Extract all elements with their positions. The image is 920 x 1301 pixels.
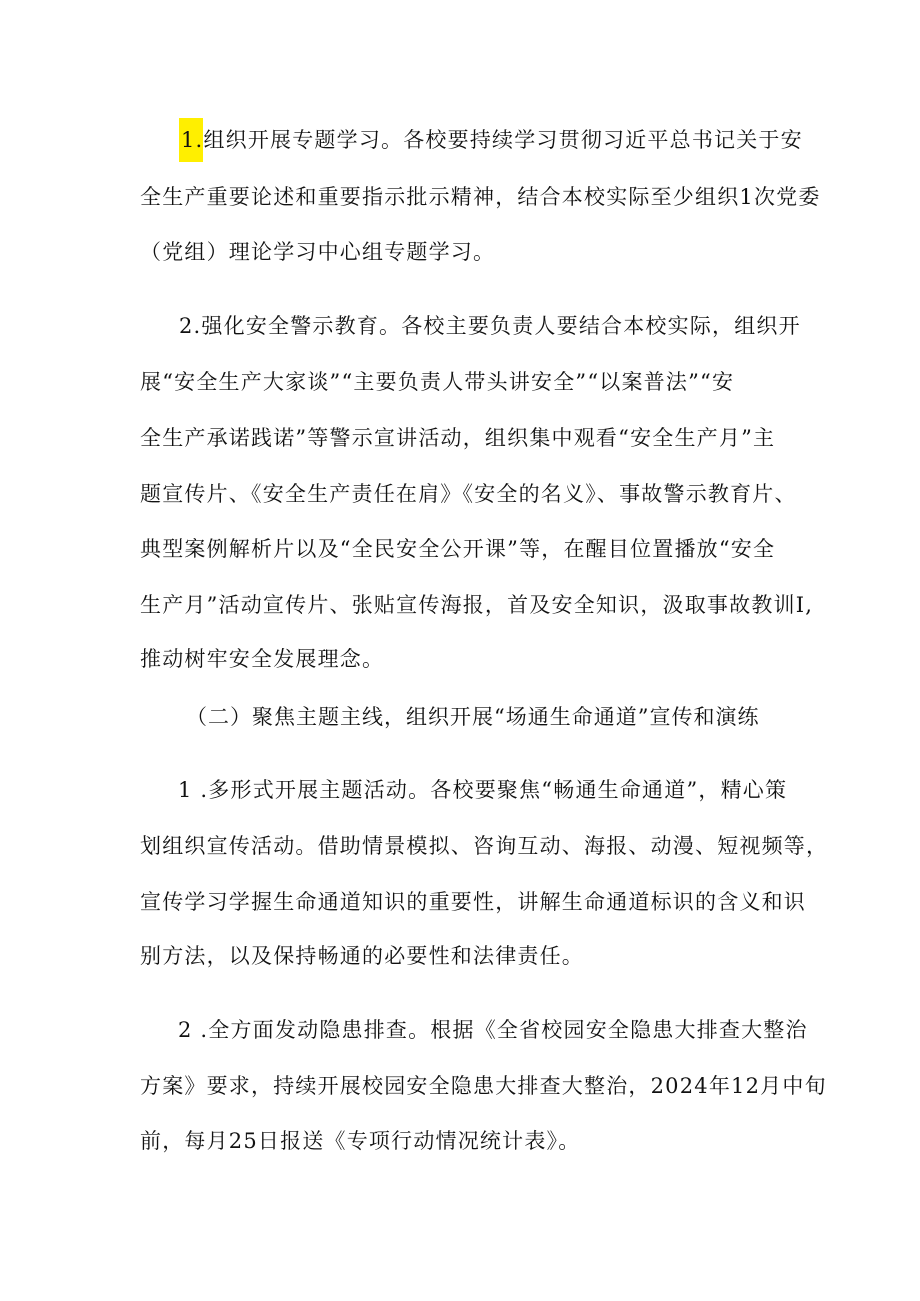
paragraph-4-line-3: 前，每月25日报送《专项行动情况统计表》。 bbox=[140, 1129, 581, 1153]
paragraph-2-line-3: 全生产承诺践诺”等警示宣讲活动，组织集中观看“安全生产月”主 bbox=[140, 426, 776, 450]
paragraph-1-line-1 bbox=[181, 125, 803, 155]
paragraph-2-line-1: 2.强化安全警示教育。各校主要负责人要结合本校实际，组织开 bbox=[179, 314, 801, 338]
paragraph-3-line-3: 宣传学习学握生命通道知识的重要性，讲解生命通道标识的含义和识 bbox=[140, 890, 806, 914]
paragraph-1-marker: 1. bbox=[179, 118, 203, 162]
paragraph-4-line-2: 方案》要求，持续开展校园安全隐患大排查大整治，2024年12月中旬 bbox=[140, 1074, 827, 1098]
paragraph-1-line-2: 全生产重要论述和重要指示批示精神，结合本校实际至少组织1次党委 bbox=[140, 185, 821, 209]
paragraph-2-line-4: 题宣传片、《安全生产责任在肩》《安全的名义》、事故警示教育片、 bbox=[140, 482, 797, 506]
paragraph-1-text: 组织开展专题学习。各校要持续学习贯彻习近平总书记关于安 bbox=[203, 128, 803, 152]
paragraph-3-line-2: 划组织宣传活动。借助情景模拟、咨询互动、海报、动漫、短视频等， bbox=[140, 834, 829, 858]
section-heading: （二）聚焦主题主线，组织开展“场通生命通道”宣传和演练 bbox=[186, 705, 760, 729]
paragraph-2-line-2: 展“安全生产大家谈”“主要负责人带头讲安全”“以案普法”“安 bbox=[140, 370, 735, 394]
paragraph-2-line-6: 生产月”活动宣传片、张贴宣传海报，首及安全知识，汲取事故教训I, bbox=[140, 593, 814, 617]
paragraph-3-line-4: 别方法，以及保持畅通的必要性和法律责任。 bbox=[140, 944, 584, 968]
paragraph-2-line-7: 推动树牢安全发展理念。 bbox=[140, 647, 385, 671]
paragraph-2-line-5: 典型案例解析片以及“全民安全公开课”等，在醒目位置播放“安全 bbox=[140, 537, 776, 561]
paragraph-1-line-3: （党组）理论学习中心组专题学习。 bbox=[140, 240, 496, 264]
paragraph-3-line-1: 1 .多形式开展主题活动。各校要聚焦“畅通生命通道”，精心策 bbox=[178, 778, 788, 802]
paragraph-4-line-1: 2 .全方面发动隐患排查。根据《全省校园安全隐患大排查大整治 bbox=[178, 1018, 808, 1042]
